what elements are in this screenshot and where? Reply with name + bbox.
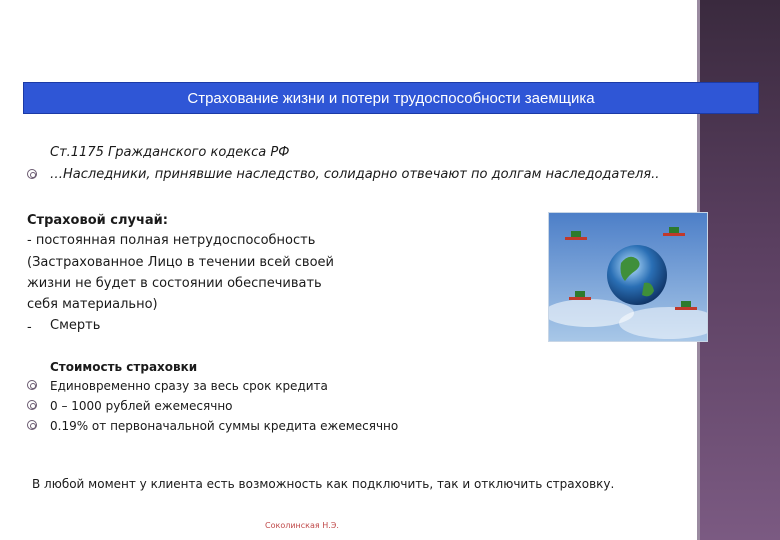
law-text: …Наследники, принявшие наследство, солидарно отвечают по долгам наследодателя..: [50, 167, 660, 182]
slide-title: Страхование жизни и потери трудоспособности заемщика: [187, 89, 595, 107]
cost-item: 0 – 1000 рублей ежемесячно: [50, 399, 233, 413]
cost-heading: Стоимость страховки: [50, 360, 198, 374]
decorative-side-band: [697, 0, 780, 540]
law-heading: Ст.1175 Гражданского кодекса РФ: [50, 145, 290, 160]
insured-event-line: (Застрахованное Лицо в течении всей своей: [27, 255, 334, 270]
author-credit: Соколинская Н.Э.: [265, 521, 339, 530]
death-item: Смерть: [50, 318, 101, 333]
insured-event-line: себя материально): [27, 297, 158, 312]
globe-illustration: [548, 212, 708, 342]
insured-event-line: жизни не будет в состоянии обеспечивать: [27, 276, 322, 291]
death-marker: -: [27, 320, 32, 335]
circle-bullet-icon: [27, 420, 37, 430]
insured-event-heading: Страховой случай:: [27, 213, 168, 228]
cost-item: 0.19% от первоначальной суммы кредита ежемесячно: [50, 419, 399, 433]
circle-bullet-icon: [27, 400, 37, 410]
cost-item: Единовременно сразу за весь срок кредита: [50, 379, 328, 393]
circle-bullet-icon: [27, 380, 37, 390]
insured-event-line: - постоянная полная нетрудоспособность: [27, 233, 316, 248]
circle-bullet-icon: [27, 169, 37, 179]
note-text: В любой момент у клиента есть возможность как подключить, так и отключить страховку.: [32, 477, 615, 491]
title-bar: [23, 82, 759, 114]
